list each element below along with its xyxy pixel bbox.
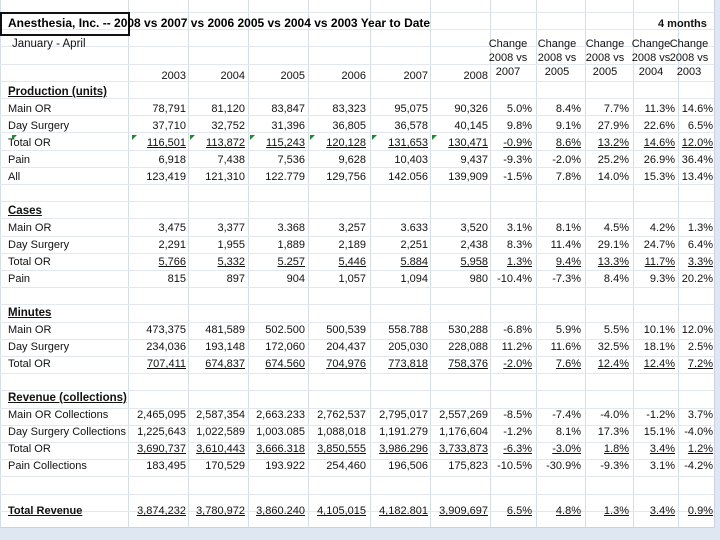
value-cell[interactable]: 83,847: [271, 103, 305, 115]
value-cell[interactable]: 2,251: [400, 239, 428, 251]
value-cell[interactable]: 115,243: [266, 137, 305, 149]
change-cell[interactable]: 3.4%: [649, 443, 675, 455]
total-revenue-value-cell[interactable]: 3,780,972: [196, 505, 245, 517]
change-cell[interactable]: 12.0%: [681, 324, 713, 336]
value-cell[interactable]: 5,958: [460, 256, 488, 268]
change-header-cell[interactable]: 2005: [544, 66, 570, 78]
change-cell[interactable]: -4.0%: [600, 409, 629, 421]
row-gridline: [0, 390, 714, 391]
value-cell[interactable]: 674,837: [205, 358, 245, 370]
change-cell[interactable]: -6.3%: [503, 443, 532, 455]
value-cell[interactable]: 1,088,018: [317, 426, 366, 438]
change-cell[interactable]: 8.4%: [603, 273, 629, 285]
value-cell[interactable]: 172,060: [265, 341, 305, 353]
value-cell[interactable]: 5.257: [277, 256, 305, 268]
change-header-cell[interactable]: 2005: [592, 66, 618, 78]
change-cell[interactable]: 9.8%: [506, 120, 532, 132]
total-revenue-change-cell[interactable]: 3.4%: [649, 505, 675, 517]
value-cell[interactable]: 170,529: [205, 460, 245, 472]
row-label[interactable]: Main OR Collections: [8, 409, 109, 421]
change-cell[interactable]: 24.7%: [643, 239, 675, 251]
row-gridline: [0, 494, 714, 495]
value-cell[interactable]: 7,536: [277, 154, 305, 166]
value-cell[interactable]: 7,438: [217, 154, 245, 166]
total-revenue-change-cell[interactable]: 4.8%: [555, 505, 581, 517]
value-cell[interactable]: 1,022,589: [196, 426, 245, 438]
total-revenue-value-cell[interactable]: 4,182.801: [379, 505, 428, 517]
value-cell[interactable]: 36,578: [394, 120, 428, 132]
change-cell[interactable]: -2.0%: [503, 358, 532, 370]
change-header-cell[interactable]: Change: [631, 38, 671, 50]
value-cell[interactable]: 83,323: [332, 103, 366, 115]
change-cell[interactable]: -4.0%: [684, 426, 713, 438]
change-cell[interactable]: 1.8%: [603, 443, 629, 455]
change-cell[interactable]: 5.9%: [555, 324, 581, 336]
change-cell[interactable]: -4.2%: [684, 460, 713, 472]
value-cell[interactable]: 3,666.318: [256, 443, 305, 455]
value-cell[interactable]: 116,501: [147, 137, 186, 149]
comment-marker-icon: [310, 135, 315, 140]
change-cell[interactable]: -3.0%: [552, 443, 581, 455]
change-cell[interactable]: 6.5%: [687, 120, 713, 132]
value-cell[interactable]: 3,733,873: [439, 443, 488, 455]
value-cell[interactable]: 32,752: [211, 120, 245, 132]
value-cell[interactable]: 558.788: [388, 324, 428, 336]
value-cell[interactable]: 204,437: [326, 341, 366, 353]
value-cell[interactable]: 3.633: [400, 222, 428, 234]
change-cell[interactable]: 10.1%: [643, 324, 675, 336]
change-cell[interactable]: 1.3%: [506, 256, 532, 268]
value-cell[interactable]: 2,291: [158, 239, 186, 251]
period-label[interactable]: January - April: [12, 38, 86, 50]
value-cell[interactable]: 121,310: [205, 171, 245, 183]
row-label[interactable]: Pain: [8, 154, 31, 166]
year-header-cell[interactable]: 2005: [280, 70, 305, 82]
change-cell[interactable]: 11.2%: [501, 341, 532, 353]
total-revenue-value-cell[interactable]: 3,860.240: [256, 505, 305, 517]
row-label[interactable]: Main OR: [8, 103, 52, 115]
value-cell[interactable]: 3,850,555: [317, 443, 366, 455]
change-cell[interactable]: 14.6%: [681, 103, 713, 115]
change-header-cell[interactable]: 2004: [638, 66, 664, 78]
change-cell[interactable]: 8.3%: [506, 239, 532, 251]
value-cell[interactable]: 122.779: [265, 171, 305, 183]
change-cell[interactable]: 6.4%: [687, 239, 713, 251]
change-cell[interactable]: 4.2%: [649, 222, 675, 234]
value-cell[interactable]: 5,446: [338, 256, 366, 268]
value-cell[interactable]: 3,690,737: [137, 443, 186, 455]
value-cell[interactable]: 9,628: [338, 154, 366, 166]
value-cell[interactable]: 1,191.279: [379, 426, 428, 438]
change-cell[interactable]: 11.3%: [644, 103, 675, 115]
change-cell[interactable]: 32.5%: [597, 341, 629, 353]
value-cell[interactable]: 142.056: [388, 171, 428, 183]
change-header-cell[interactable]: 2003: [676, 66, 702, 78]
value-cell[interactable]: 481,589: [205, 324, 245, 336]
value-cell[interactable]: 37,710: [152, 120, 186, 132]
change-cell[interactable]: 13.4%: [681, 171, 713, 183]
change-cell[interactable]: 7.7%: [603, 103, 629, 115]
value-cell[interactable]: 5,332: [217, 256, 245, 268]
value-cell[interactable]: 1,094: [400, 273, 428, 285]
value-cell[interactable]: 5,766: [158, 256, 186, 268]
row-label[interactable]: Day Surgery: [8, 341, 70, 353]
value-cell[interactable]: 196,506: [388, 460, 428, 472]
comment-marker-icon: [12, 135, 17, 140]
row-label[interactable]: Pain Collections: [8, 460, 87, 472]
change-cell[interactable]: -7.3%: [552, 273, 581, 285]
value-cell[interactable]: 130,471: [448, 137, 488, 149]
value-cell[interactable]: 2,663.233: [256, 409, 305, 421]
value-cell[interactable]: 1,057: [338, 273, 366, 285]
change-cell[interactable]: -7.4%: [552, 409, 581, 421]
section-title[interactable]: Production (units): [8, 86, 108, 98]
change-cell[interactable]: 5.5%: [603, 324, 629, 336]
change-cell[interactable]: -1.5%: [503, 171, 532, 183]
value-cell[interactable]: 2,587,354: [196, 409, 245, 421]
change-cell[interactable]: 7.8%: [555, 171, 581, 183]
value-cell[interactable]: 228,088: [448, 341, 488, 353]
value-cell[interactable]: 904: [286, 273, 305, 285]
row-label[interactable]: Main OR: [8, 222, 52, 234]
value-cell[interactable]: 2,795,017: [379, 409, 428, 421]
comment-marker-icon: [250, 135, 255, 140]
value-cell[interactable]: 3,377: [217, 222, 245, 234]
value-cell[interactable]: 90,326: [454, 103, 488, 115]
change-cell[interactable]: 29.1%: [597, 239, 629, 251]
value-cell[interactable]: 3.368: [277, 222, 305, 234]
change-cell[interactable]: 18.1%: [643, 341, 675, 353]
value-cell[interactable]: 113,872: [206, 137, 245, 149]
value-cell[interactable]: 183,495: [146, 460, 186, 472]
change-cell[interactable]: -6.8%: [503, 324, 532, 336]
change-cell[interactable]: -8.5%: [503, 409, 532, 421]
value-cell[interactable]: 815: [167, 273, 186, 285]
change-cell[interactable]: -10.5%: [497, 460, 532, 472]
value-cell[interactable]: 3,475: [158, 222, 186, 234]
change-header-cell[interactable]: 2008 vs: [585, 52, 625, 64]
value-cell[interactable]: 81,120: [211, 103, 245, 115]
row-gridline: [0, 201, 714, 202]
change-cell[interactable]: 14.0%: [597, 171, 629, 183]
change-cell[interactable]: 22.6%: [643, 120, 675, 132]
change-cell[interactable]: 12.4%: [643, 358, 675, 370]
value-cell[interactable]: 502.500: [265, 324, 305, 336]
value-cell[interactable]: 139,909: [448, 171, 488, 183]
change-cell[interactable]: -0.9%: [503, 137, 532, 149]
change-cell[interactable]: 27.9%: [597, 120, 629, 132]
value-cell[interactable]: 5.884: [400, 256, 428, 268]
change-cell[interactable]: 9.1%: [555, 120, 581, 132]
change-cell[interactable]: 12.4%: [597, 358, 629, 370]
row-label[interactable]: Total OR: [8, 137, 51, 149]
value-cell[interactable]: 234,036: [146, 341, 186, 353]
value-cell[interactable]: 193,148: [205, 341, 245, 353]
change-cell[interactable]: 3.7%: [687, 409, 713, 421]
change-cell[interactable]: -1.2%: [503, 426, 532, 438]
value-cell[interactable]: 129,756: [326, 171, 366, 183]
change-cell[interactable]: 26.9%: [643, 154, 675, 166]
change-cell[interactable]: -1.2%: [646, 409, 675, 421]
value-cell[interactable]: 980: [469, 273, 488, 285]
value-cell[interactable]: 2,438: [460, 239, 488, 251]
value-cell[interactable]: 120,128: [326, 137, 366, 149]
value-cell[interactable]: 473,375: [146, 324, 186, 336]
row-gridline: [0, 253, 714, 254]
section-title[interactable]: Cases: [8, 205, 42, 217]
total-revenue-change-cell[interactable]: 0.9%: [687, 505, 713, 517]
value-cell[interactable]: 1,955: [217, 239, 245, 251]
value-cell[interactable]: 2,557,269: [439, 409, 488, 421]
year-header-cell[interactable]: 2003: [161, 70, 186, 82]
row-gridline: [0, 150, 714, 151]
row-label[interactable]: Day Surgery: [8, 239, 70, 251]
row-label[interactable]: Total OR: [8, 256, 51, 268]
value-cell[interactable]: 1,225,643: [137, 426, 186, 438]
sheet-title[interactable]: Anesthesia, Inc. -- 2008 vs 2007 vs 2006 2005 vs 2004 vs 2003 Year to Date: [8, 16, 431, 30]
row-gridline: [0, 98, 714, 99]
row-label[interactable]: Day Surgery Collections: [8, 426, 126, 438]
change-cell[interactable]: 13.3%: [597, 256, 629, 268]
section-title[interactable]: Minutes: [8, 307, 52, 319]
row-label[interactable]: Day Surgery: [8, 120, 70, 132]
change-cell[interactable]: -30.9%: [546, 460, 581, 472]
change-header-cell[interactable]: Change: [669, 38, 709, 50]
change-cell[interactable]: 15.1%: [643, 426, 675, 438]
year-header-cell[interactable]: 2007: [403, 70, 428, 82]
value-cell[interactable]: 36,805: [332, 120, 366, 132]
row-gridline: [0, 218, 714, 219]
change-cell[interactable]: 9.3%: [649, 273, 675, 285]
change-cell[interactable]: 5.0%: [506, 103, 532, 115]
row-label[interactable]: Total OR: [8, 443, 51, 455]
row-gridline: [0, 322, 714, 323]
change-cell[interactable]: 4.5%: [603, 222, 629, 234]
value-cell[interactable]: 1,889: [277, 239, 305, 251]
change-header-cell[interactable]: 2008 vs: [669, 52, 709, 64]
total-revenue-change-cell[interactable]: 6.5%: [506, 505, 532, 517]
change-cell[interactable]: -9.3%: [600, 460, 629, 472]
row-gridline: [0, 184, 714, 185]
value-cell[interactable]: 3,986.296: [379, 443, 428, 455]
row-gridline: [0, 167, 714, 168]
change-header-cell[interactable]: Change: [488, 38, 528, 50]
change-header-cell[interactable]: 2007: [495, 66, 521, 78]
change-header-cell[interactable]: Change: [537, 38, 577, 50]
comment-marker-icon: [372, 135, 377, 140]
value-cell[interactable]: 897: [226, 273, 245, 285]
change-cell[interactable]: 11.6%: [550, 341, 581, 353]
change-cell[interactable]: 14.6%: [643, 137, 675, 149]
value-cell[interactable]: 193.922: [265, 460, 305, 472]
total-revenue-label[interactable]: Total Revenue: [8, 505, 83, 517]
change-cell[interactable]: 8.6%: [555, 137, 581, 149]
value-cell[interactable]: 1,176,604: [439, 426, 488, 438]
total-revenue-change-cell[interactable]: 1.3%: [603, 505, 629, 517]
change-cell[interactable]: 11.7%: [644, 256, 675, 268]
column-gridline: [0, 0, 1, 527]
change-cell[interactable]: 3.3%: [687, 256, 713, 268]
year-header-cell[interactable]: 2008: [463, 70, 488, 82]
change-cell[interactable]: 25.2%: [597, 154, 629, 166]
change-cell[interactable]: 17.3%: [597, 426, 629, 438]
change-cell[interactable]: 36.4%: [681, 154, 713, 166]
change-cell[interactable]: 1.2%: [687, 443, 713, 455]
change-cell[interactable]: 3.1%: [649, 460, 675, 472]
change-cell[interactable]: 13.2%: [597, 137, 629, 149]
months-label[interactable]: 4 months: [658, 18, 707, 30]
value-cell[interactable]: 6,918: [158, 154, 186, 166]
row-gridline: [0, 356, 714, 357]
change-cell[interactable]: 7.6%: [555, 358, 581, 370]
change-header-cell[interactable]: 2008 vs: [631, 52, 671, 64]
row-label[interactable]: Pain: [8, 273, 31, 285]
year-header-cell[interactable]: 2006: [341, 70, 366, 82]
value-cell[interactable]: 773,818: [388, 358, 428, 370]
value-cell[interactable]: 530,288: [448, 324, 488, 336]
row-gridline: [0, 236, 714, 237]
value-cell[interactable]: 31,396: [271, 120, 305, 132]
change-header-cell[interactable]: 2008 vs: [488, 52, 528, 64]
change-cell[interactable]: 1.3%: [687, 222, 713, 234]
change-cell[interactable]: 2.5%: [687, 341, 713, 353]
value-cell[interactable]: 704,976: [326, 358, 366, 370]
value-cell[interactable]: 131,653: [388, 137, 428, 149]
row-gridline: [0, 476, 714, 477]
change-cell[interactable]: 8.1%: [555, 426, 581, 438]
value-cell[interactable]: 2,465,095: [137, 409, 186, 421]
change-cell[interactable]: 20.2%: [681, 273, 713, 285]
value-cell[interactable]: 500,539: [326, 324, 366, 336]
value-cell[interactable]: 1,003.085: [256, 426, 305, 438]
value-cell[interactable]: 2,189: [338, 239, 366, 251]
value-cell[interactable]: 9,437: [460, 154, 488, 166]
value-cell[interactable]: 123,419: [146, 171, 186, 183]
change-cell[interactable]: 9.4%: [555, 256, 581, 268]
section-title[interactable]: Revenue (collections): [8, 392, 127, 404]
row-gridline: [0, 287, 714, 288]
row-label[interactable]: Total OR: [8, 358, 51, 370]
row-label[interactable]: Main OR: [8, 324, 52, 336]
total-revenue-value-cell[interactable]: 3,874,232: [137, 505, 186, 517]
value-cell[interactable]: 40,145: [454, 120, 488, 132]
value-cell[interactable]: 205,030: [388, 341, 428, 353]
value-cell[interactable]: 3,610,443: [196, 443, 245, 455]
value-cell[interactable]: 3,520: [460, 222, 488, 234]
value-cell[interactable]: 95,075: [394, 103, 428, 115]
change-cell[interactable]: 8.1%: [555, 222, 581, 234]
change-cell[interactable]: -10.4%: [497, 273, 532, 285]
change-cell[interactable]: -9.3%: [503, 154, 532, 166]
comment-marker-icon: [432, 135, 437, 140]
year-header-cell[interactable]: 2004: [220, 70, 245, 82]
change-cell[interactable]: 3.1%: [506, 222, 532, 234]
row-gridline: [0, 339, 714, 340]
value-cell[interactable]: 175,823: [448, 460, 488, 472]
value-cell[interactable]: 758,376: [448, 358, 488, 370]
row-label[interactable]: All: [8, 171, 21, 183]
value-cell[interactable]: 707,411: [147, 358, 186, 370]
row-gridline: [0, 304, 714, 305]
change-cell[interactable]: 12.0%: [681, 137, 713, 149]
change-cell[interactable]: 7.2%: [687, 358, 713, 370]
change-cell[interactable]: 15.3%: [643, 171, 675, 183]
total-revenue-value-cell[interactable]: 3,909,697: [439, 505, 488, 517]
value-cell[interactable]: 78,791: [152, 103, 186, 115]
comment-marker-icon: [132, 135, 137, 140]
row-gridline: [0, 270, 714, 271]
value-cell[interactable]: 10,403: [394, 154, 428, 166]
change-cell[interactable]: 8.4%: [555, 103, 581, 115]
value-cell[interactable]: 254,460: [326, 460, 366, 472]
change-cell[interactable]: 11.4%: [550, 239, 581, 251]
total-revenue-value-cell[interactable]: 4,105,015: [317, 505, 366, 517]
change-header-cell[interactable]: Change: [585, 38, 625, 50]
change-cell[interactable]: -2.0%: [552, 154, 581, 166]
value-cell[interactable]: 3,257: [338, 222, 366, 234]
change-header-cell[interactable]: 2008 vs: [537, 52, 577, 64]
row-gridline: [0, 373, 714, 374]
value-cell[interactable]: 674.560: [265, 358, 305, 370]
comment-marker-icon: [190, 135, 195, 140]
value-cell[interactable]: 2,762,537: [317, 409, 366, 421]
